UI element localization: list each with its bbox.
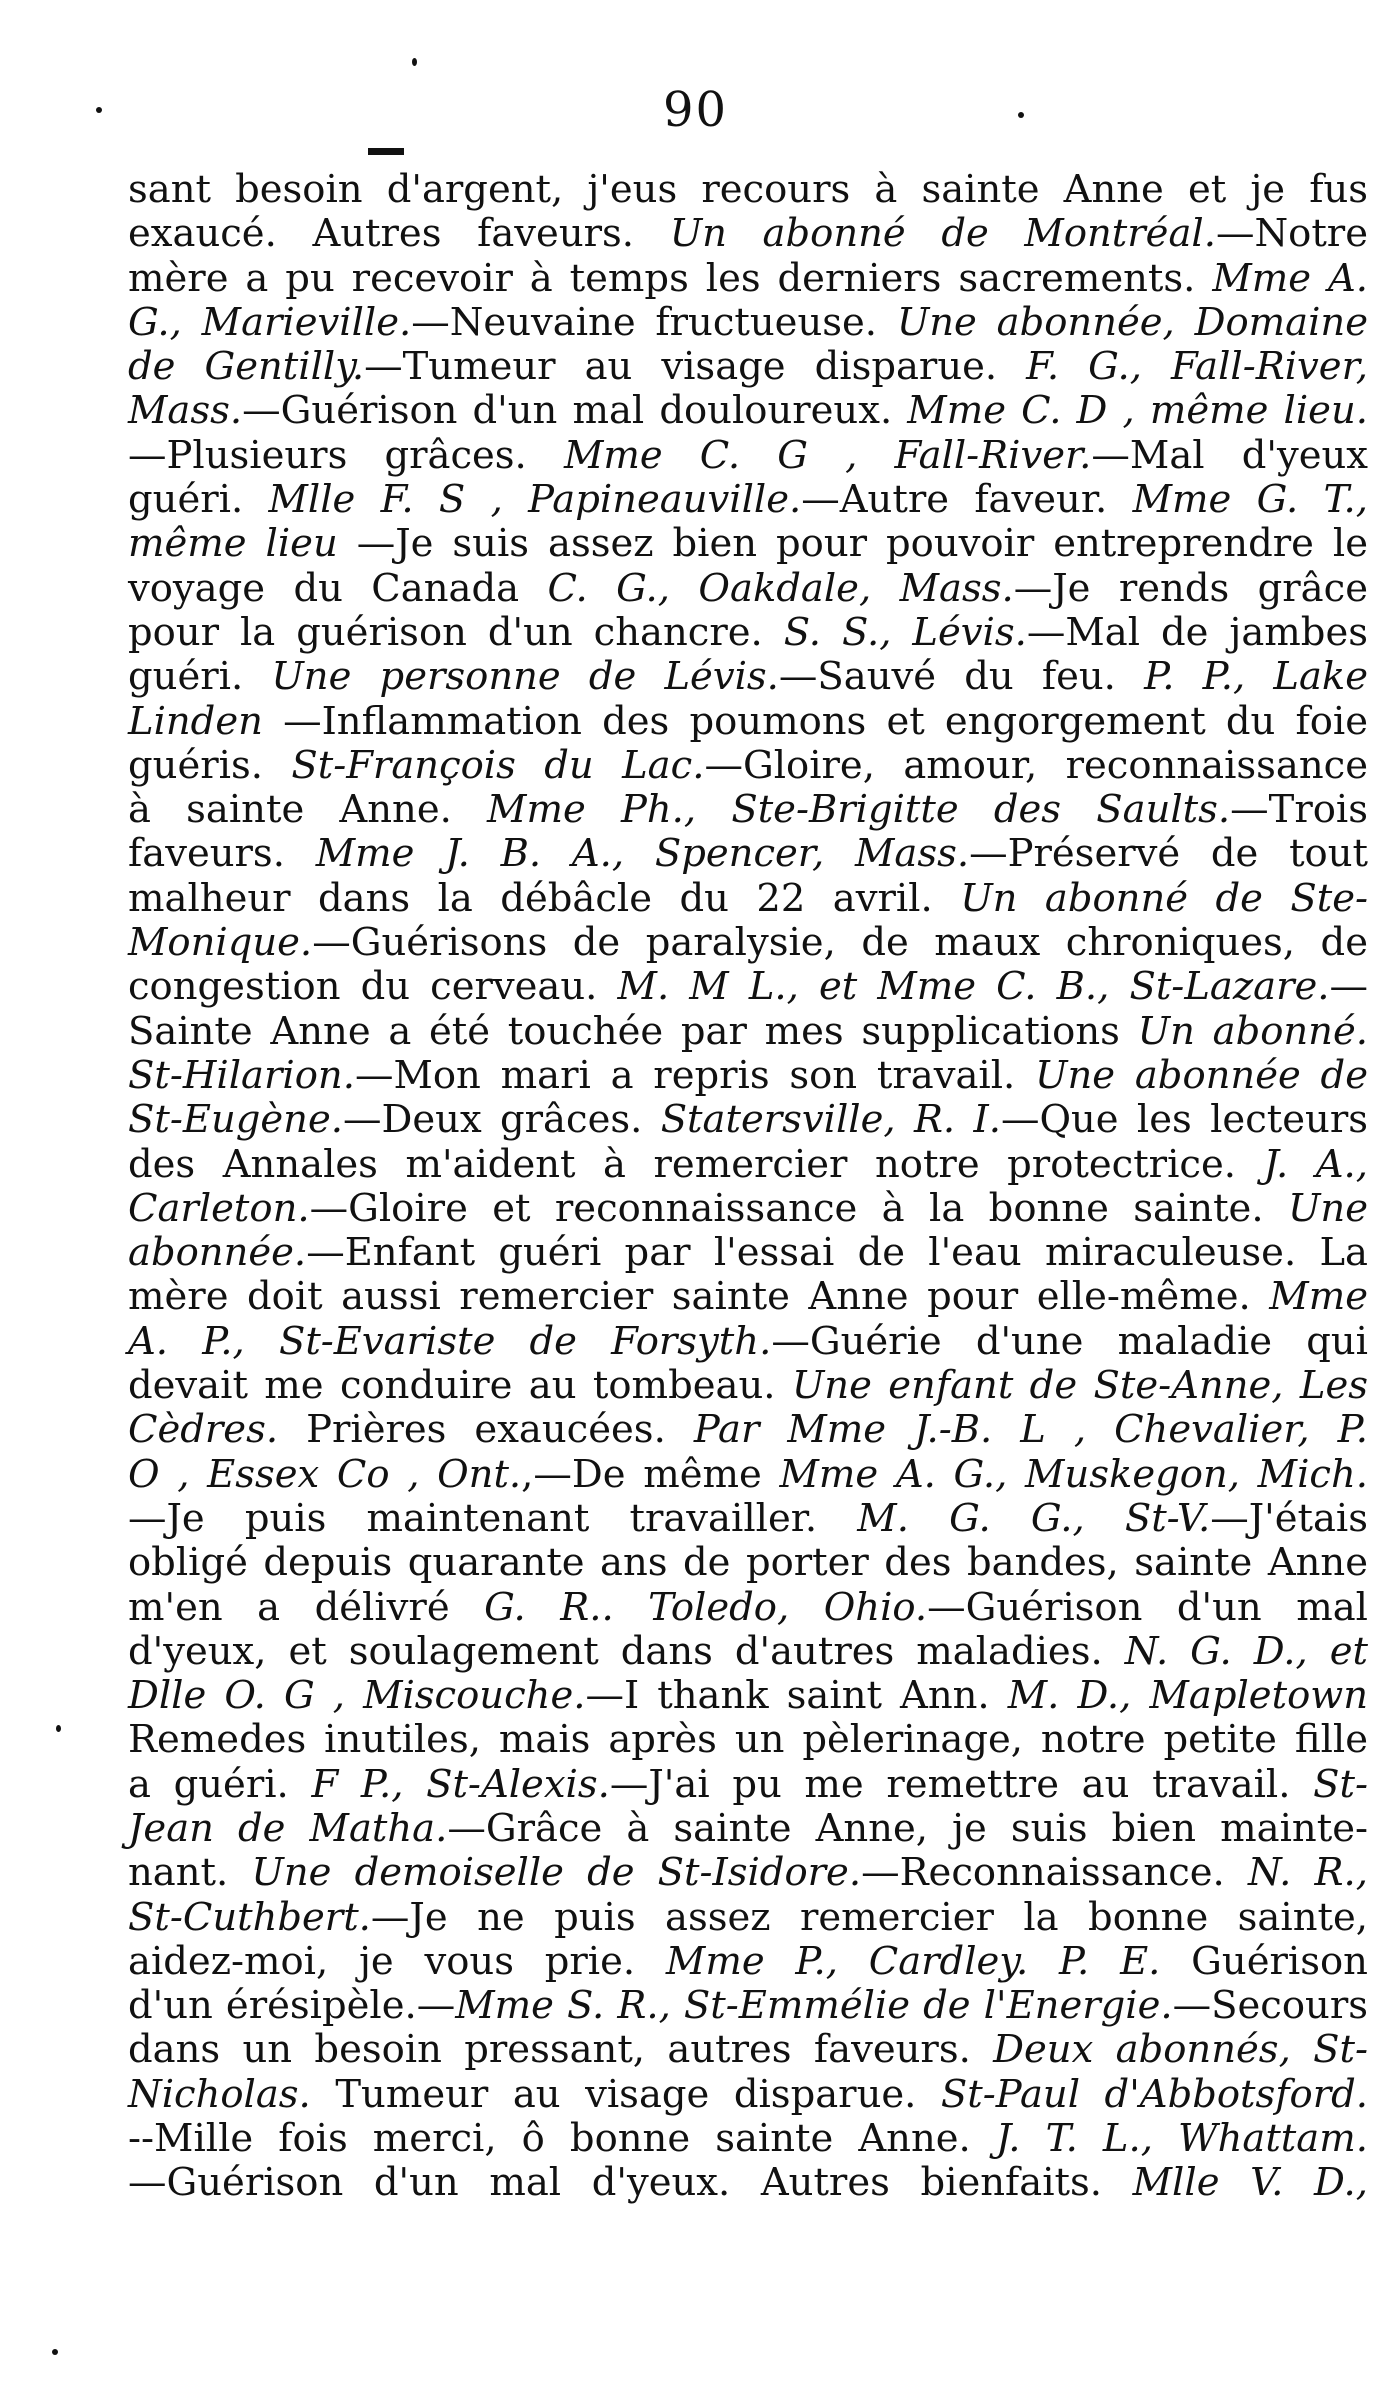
roman-text: obligé depuis quarante ans de porter des bandes, sainte Anne [128,1540,1368,1586]
text-line [128,1586,1368,1630]
italic-text: St-Cuthbert. [128,1894,371,1940]
roman-text: aidez-moi, je vous prie. [128,1938,666,1984]
roman-text: — [1329,964,1368,1010]
text-line [128,1630,1368,1674]
text-line [128,301,1368,345]
italic-text: St-Eugène. [128,1097,344,1143]
roman-text: —Mal d'yeux [1091,432,1369,478]
text-line [128,1408,1368,1452]
italic-text: Statersville, R. I. [660,1097,1001,1143]
roman-text: Tumeur au visage disparue. [310,2071,941,2117]
text-line [128,1231,1368,1275]
italic-text: de Gentilly. [128,344,365,390]
text-line [128,168,1368,212]
header-rule [368,148,404,155]
roman-text: —Neuvaine fructueuse. [411,299,897,345]
text-line [128,1453,1368,1497]
text-line [128,434,1368,478]
italic-text: Mlle V. D., [1132,2160,1368,2206]
text-line [128,1541,1368,1585]
roman-text: guéri. [128,477,269,523]
roman-text: ,—De même [521,1451,780,1497]
text-line [128,1851,1368,1895]
text-line [128,212,1368,256]
roman-text: —Guérie d'une maladie qui [771,1318,1368,1364]
italic-text: St-François du Lac. [291,742,705,788]
roman-text: à sainte Anne. [128,787,488,833]
roman-text: exaucé. Autres faveurs. [128,211,670,257]
roman-text: nant. [128,1850,252,1896]
text-line [128,1807,1368,1851]
italic-text: G. R.. Toledo, Ohio. [484,1584,928,1630]
text-line [128,921,1368,965]
roman-text: —Guérisons de paralysie, de maux chroniques, de [312,920,1368,966]
italic-text: Dlle O. G , Miscouche. [128,1673,586,1719]
roman-text: guéris. [128,742,292,788]
text-line [128,1364,1368,1408]
roman-text: sant besoin d'argent, j'eus recours à sainte Anne et je fus [128,167,1368,212]
italic-text: Mme A. [1212,255,1368,301]
text-line [128,2073,1368,2117]
italic-text: Cèdres. [128,1407,279,1453]
text-line [128,345,1368,389]
italic-text: M. D., Mapletown [1007,1673,1368,1719]
italic-text: Une enfant de Ste-Anne, Les [791,1363,1369,1409]
roman-text: —Guérison d'un mal douloureux. [242,388,908,434]
roman-text: dans un besoin pressant, autres faveurs. [128,2027,994,2073]
roman-text: —Que les lecteurs [1000,1097,1368,1143]
text-line [128,389,1368,433]
italic-text: Une personne de Lévis. [271,654,779,700]
roman-text: mère a pu recevoir à temps les derniers sacrements. [128,255,1213,301]
italic-text: F. G., Fall-River, [1026,344,1368,390]
roman-text: devait me conduire au tombeau. [128,1363,792,1409]
italic-text: Une [1287,1185,1368,1231]
italic-text: Une abonnée de [1035,1052,1368,1098]
roman-text: —Mal de jambes [1026,609,1368,655]
text-line [128,877,1368,921]
text-line [128,788,1368,832]
text-line [128,567,1368,611]
text-line [128,1010,1368,1054]
italic-text: Mme A. G., Muskegon, Mich. [779,1451,1368,1497]
speck-left [96,107,102,113]
text-line [128,1940,1368,1984]
italic-text: St- [1313,1761,1368,1807]
text-line [128,611,1368,655]
speck-top [412,58,417,66]
italic-text: A. P., St-Evariste de Forsyth. [128,1318,772,1364]
italic-text: Mme C. D , même lieu. [907,388,1368,434]
body-text [128,168,1368,2206]
italic-text: P. P., Lake [1144,654,1369,700]
italic-text: N. R., [1247,1850,1369,1896]
speck-margin [56,1725,61,1732]
roman-text: —Grâce à sainte Anne, je suis bien mainte- [447,1805,1368,1851]
italic-text: Linden [128,698,263,744]
text-line [128,1718,1368,1762]
italic-text: même lieu [128,521,338,567]
roman-text: —Tumeur au visage disparue. [364,344,1027,390]
italic-text: O , Essex Co , Ont. [128,1451,522,1497]
roman-text: —Autre faveur. [801,477,1133,523]
roman-text: a guéri. [128,1761,312,1807]
italic-text: Mme P., Cardley. P. E. [665,1938,1161,1984]
italic-text: Mme S. R., St-Emmélie de l'Energie. [455,1983,1173,2029]
text-line [128,2117,1368,2161]
roman-text: —Trois [1230,787,1368,833]
roman-text: faveurs. [128,831,316,877]
roman-text: --Mille fois merci, ô bonne sainte Anne. [128,2116,996,2162]
italic-text: N. G. D., et [1124,1628,1368,1674]
speck-bottom [52,2349,58,2355]
roman-text: —Gloire et reconnaissance à la bonne sainte. [309,1185,1288,1231]
roman-text: —Secours [1172,1983,1368,2029]
roman-text: —Préservé de tout [969,831,1368,877]
roman-text: Sainte Anne a été touchée par mes supplications [128,1008,1138,1054]
roman-text: Remedes inutiles, mais après un pèlerinage, notre petite fille [128,1717,1368,1763]
roman-text: pour la guérison d'un chancre. [128,609,784,655]
italic-text: Une demoiselle de St-Isidore. [251,1850,862,1896]
page-number: 90 [662,82,729,138]
roman-text: —I thank saint Ann. [585,1673,1008,1719]
italic-text: Mme J. B. A., Spencer, Mass. [315,831,970,877]
roman-text: congestion du cerveau. [128,964,618,1010]
roman-text: voyage du Canada [128,565,548,611]
italic-text: Carleton. [128,1185,310,1231]
italic-text: Mlle F. S , Papineauville. [268,477,802,523]
roman-text: d'un érésipèle.— [128,1983,456,2029]
roman-text: —Guérison d'un mal [927,1584,1368,1630]
italic-text: Mme Ph., Ste-Brigitte des Saults. [487,787,1231,833]
italic-text: J. T. L., Whattam. [995,2116,1368,2162]
text-line [128,1984,1368,2028]
roman-text: —Je suis assez bien pour pouvoir entreprendre le [337,521,1368,567]
italic-text: C. G., Oakdale, Mass. [547,565,1014,611]
text-line [128,1054,1368,1098]
italic-text: Mass. [128,388,243,434]
roman-text: Guérison [1160,1938,1368,1984]
text-line [128,522,1368,566]
roman-text: —Guérison d'un mal d'yeux. Autres bienfaits. [128,2160,1133,2206]
text-line [128,1497,1368,1541]
text-line [128,1896,1368,1940]
text-line [128,1320,1368,1364]
roman-text: des Annales m'aident à remercier notre protectrice. [128,1141,1264,1187]
roman-text: —Inflammation des poumons et engorgement du foie [262,698,1368,744]
italic-text: S. S., Lévis. [783,609,1027,655]
italic-text: St-Paul d'Abbotsford. [940,2071,1368,2117]
italic-text: Mme [1269,1274,1368,1320]
italic-text: Nicholas. [128,2071,311,2117]
roman-text: —Je ne puis assez remercier la bonne sainte, [370,1894,1368,1940]
italic-text: G., Marieville. [128,299,412,345]
italic-text: Un abonné de Montréal. [669,211,1216,257]
text-line [128,1187,1368,1231]
roman-text: guéri. [128,654,272,700]
italic-text: Par Mme J.-B. L , Chevalier, P. [693,1407,1368,1453]
roman-text: —J'ai pu me remettre au travail. [609,1761,1314,1807]
text-line [128,257,1368,301]
roman-text: —Plusieurs grâces. [128,432,564,478]
text-line [128,744,1368,788]
text-line [128,700,1368,744]
roman-text: —Enfant guéri par l'essai de l'eau miraculeuse. La [306,1230,1368,1276]
text-line [128,1143,1368,1187]
italic-text: abonnée. [128,1230,307,1276]
text-line [128,1674,1368,1718]
italic-text: J. A., [1263,1141,1369,1187]
roman-text: —Mon mari a repris son travail. [354,1052,1036,1098]
text-line [128,2028,1368,2072]
roman-text: —Je rends grâce [1013,565,1368,611]
roman-text: —J'étais [1210,1495,1368,1541]
text-line [128,2161,1368,2205]
roman-text: Prières exaucées. [278,1407,694,1453]
roman-text: —Je puis maintenant travailler. [128,1495,858,1541]
italic-text: Deux abonnés, St- [993,2027,1368,2073]
roman-text: —Deux grâces. [343,1097,661,1143]
text-line [128,655,1368,699]
roman-text: —Notre [1215,211,1368,257]
text-line [128,478,1368,522]
roman-text: mère doit aussi remercier sainte Anne pour elle-même. [128,1274,1270,1320]
italic-text: Mme G. T., [1132,477,1369,523]
italic-text: Une abonnée, Domaine [896,299,1368,345]
italic-text: St-Hilarion. [128,1052,355,1098]
text-line [128,832,1368,876]
text-line [128,965,1368,1009]
speck-right [1018,112,1024,118]
roman-text: m'en a délivré [128,1584,485,1630]
roman-text: —Sauvé du feu. [778,654,1145,700]
roman-text: malheur dans la débâcle du 22 avril. [128,875,961,921]
text-line [128,1098,1368,1142]
italic-text: Jean de Matha. [128,1805,448,1851]
italic-text: Un abonné de Ste- [960,875,1368,921]
italic-text: M. M L., et Mme C. B., St-Lazare. [617,964,1330,1010]
italic-text: Monique. [128,920,313,966]
roman-text: —Gloire, amour, reconnaissance [704,742,1368,788]
italic-text: M. G. G., St-V. [857,1495,1211,1541]
italic-text: Un abonné. [1137,1008,1369,1054]
italic-text: F P., St-Alexis. [311,1761,610,1807]
italic-text: Mme C. G , Fall-River. [563,432,1092,478]
roman-text: —Reconnaissance. [861,1850,1248,1896]
text-line [128,1763,1368,1807]
roman-text: d'yeux, et soulagement dans d'autres maladies. [128,1628,1125,1674]
text-line [128,1275,1368,1319]
